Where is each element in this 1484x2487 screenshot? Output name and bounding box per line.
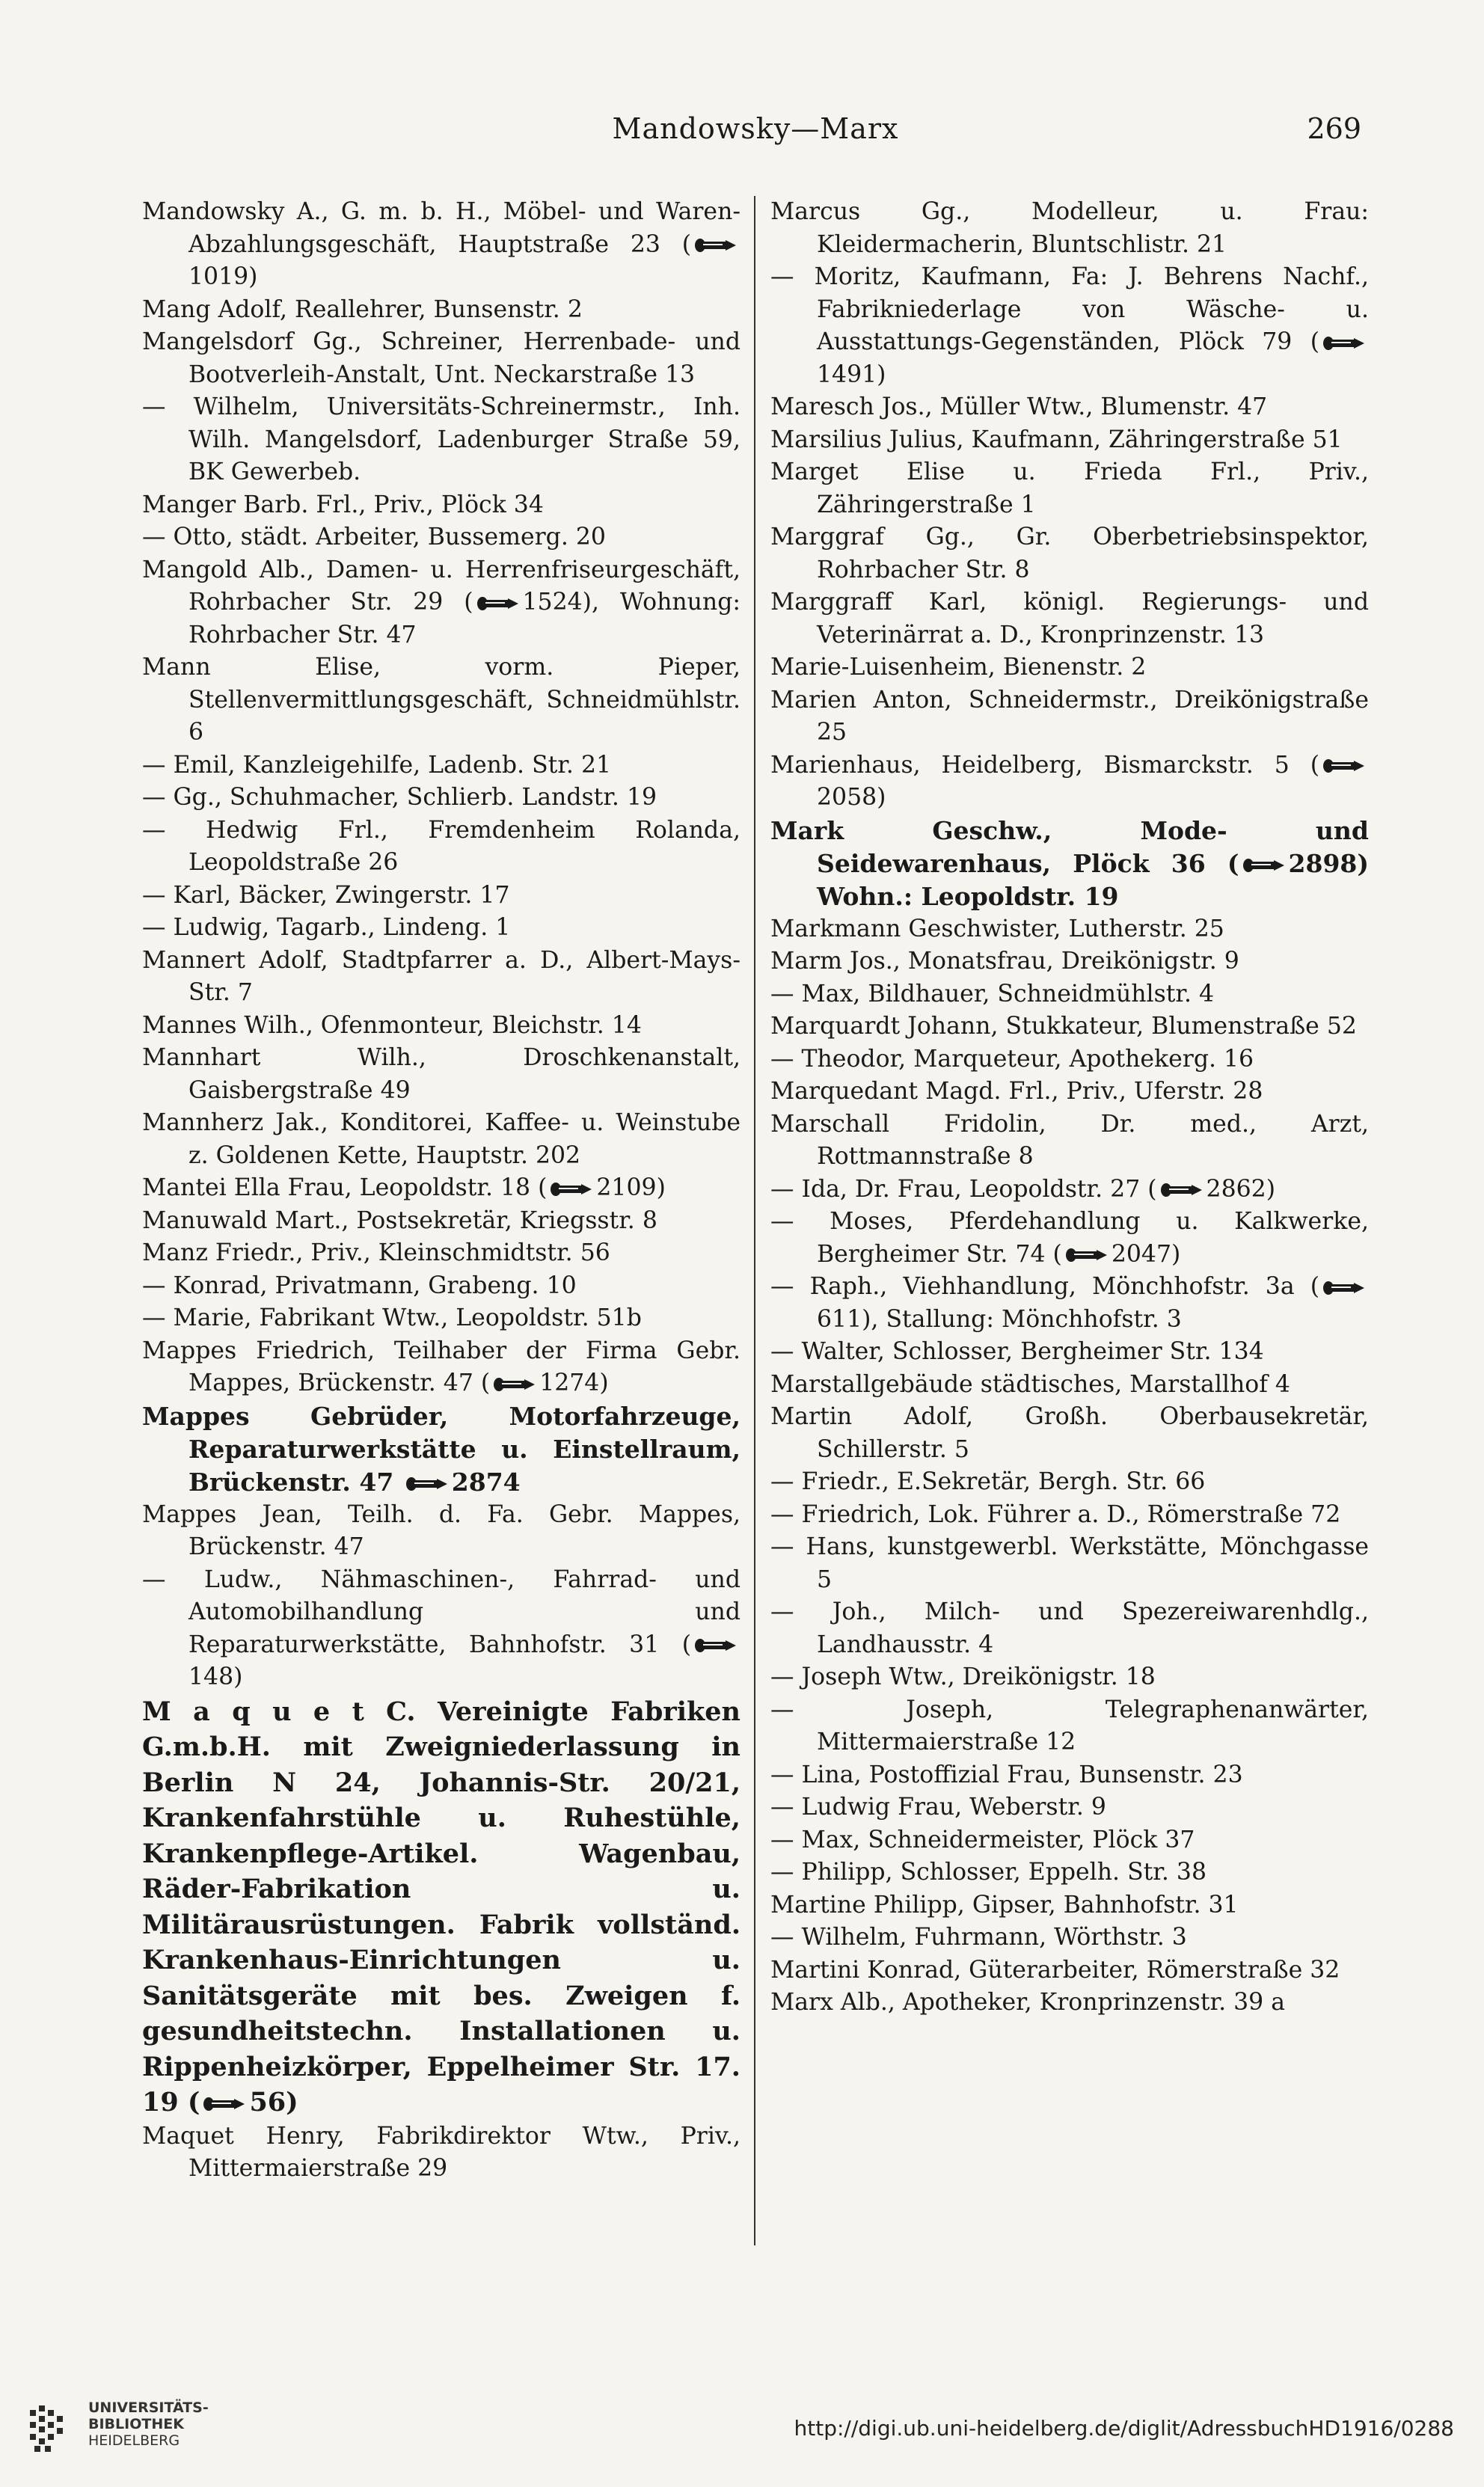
entry-text: — Moses, Pferdehandlung u. Kalkwerke, Bergheimer Str. 74 ( [770,1208,1369,1268]
directory-entry [770,1694,1369,1759]
telephone-icon [1322,335,1366,352]
phone-number: 1491 [817,361,877,388]
source-url[interactable]: http://digi.ub.uni-heidelberg.de/diglit/AdressbuchHD1916/0288 [794,2416,1454,2441]
directory-entry [142,1172,741,1205]
telephone-icon [1242,857,1286,874]
entry-text: Marcus Gg., Modelleur, u. Frau: Kleidermacherin, Bluntschlistr. 21 [770,198,1369,258]
entry-text: Marsilius Julius, Kaufmann, Zähringerstraße 51 [770,426,1343,453]
directory-entry [770,1108,1369,1174]
entry-text: — Joseph Wtw., Dreikönigstr. 18 [770,1663,1156,1690]
entry-text: — Joh., Milch- und Spezereiwarenhdlg., Landhausstr. 4 [770,1598,1369,1658]
entry-text: Mantei Ella Frau, Leopoldstr. 18 ( [142,1174,548,1201]
telephone-icon [1160,1182,1204,1198]
entry-text: — Wilhelm, Universitäts-Schreinermstr., Inh. Wilh. Mangelsdorf, Ladenburger Straße 59, BK Gewerbeb. [142,393,741,485]
directory-entry [770,1661,1369,1694]
telephone-icon [203,2096,246,2112]
directory-entry [770,749,1369,815]
entry-text: Marschall Fridolin, Dr. med., Arzt, Rottmannstraße 8 [770,1110,1369,1170]
entry-text: — Gg., Schuhmacher, Schlierb. Landstr. 19 [142,784,657,811]
directory-entry [142,1010,741,1043]
entry-text: — Walter, Schlosser, Bergheimer Str. 134 [770,1338,1264,1365]
entry-text-after: ) [233,1663,243,1690]
directory-entry [770,1336,1369,1369]
directory-entry [770,1954,1369,1987]
directory-entry [142,391,741,489]
phone-number: 2862 [1206,1175,1266,1203]
entry-text-after: ) [656,1174,666,1201]
directory-entry [142,1499,741,1564]
directory-entry [142,2120,741,2186]
directory-entry [142,1564,741,1694]
entry-text: Martin Adolf, Großh. Oberbausekretär, Schillerstr. 5 [770,1403,1369,1463]
entry-text: Mappes Gebrüder, Motorfahrzeuge, Reparaturwerkstätte u. Einstellraum, Brückenstr. 47 [142,1401,741,1497]
entry-text: Maresch Jos., Müller Wtw., Blumenstr. 47 [770,393,1268,420]
entry-text: Marggraf Gg., Gr. Oberbetriebsinspektor, Rohrbacher Str. 8 [770,524,1369,583]
entry-text-after: ) [1171,1240,1181,1268]
entry-text-after: ) [248,263,258,290]
directory-entry [770,1043,1369,1076]
directory-entry [142,945,741,1010]
directory-entry [770,1174,1369,1206]
telephone-icon [694,1637,738,1654]
entry-text: — Max, Schneidermeister, Plöck 37 [770,1826,1195,1853]
entry-text: — Hedwig Frl., Fremdenheim Rolanda, Leopoldstraße 26 [142,816,741,876]
directory-entry [770,1922,1369,1954]
telephone-icon [550,1181,593,1197]
directory-entry [770,1076,1369,1108]
entry-text: Manger Barb. Frl., Priv., Plöck 34 [142,491,544,518]
directory-entry [770,261,1369,391]
entry-text-after: ) [877,361,886,388]
entry-text: Mappes Jean, Teilh. d. Fa. Gebr. Mappes, Brückenstr. 47 [142,1500,741,1560]
library-seal-icon [22,2395,94,2467]
directory-entry [770,1271,1369,1336]
phone-number: 2058 [817,784,877,811]
directory-columns [142,196,1369,2245]
entry-text: Marienhaus, Heidelberg, Bismarckstr. 5 ( [770,751,1319,779]
entry-text: Mannherz Jak., Konditorei, Kaffee- u. Weinstube z. Goldenen Kette, Hauptstr. 202 [142,1109,741,1169]
directory-entry [142,489,741,522]
directory-entry [142,880,741,913]
directory-entry [770,456,1369,521]
entry-text: Markmann Geschwister, Lutherstr. 25 [770,915,1224,942]
entry-text: — Ludw., Nähmaschinen-, Fahrrad- und Automobilhandlung und Reparaturwerkstätte, Bahnhofstr. 31 ( [142,1566,741,1658]
entry-text: Marggraff Karl, königl. Regierungs- und Veterinärrat a. D., Kronprinzenstr. 13 [770,589,1369,648]
telephone-icon [694,237,738,254]
column-divider [754,196,755,2245]
entry-text: Marien Anton, Schneidermstr., Dreikönigstraße 25 [770,686,1369,746]
directory-entry [770,586,1369,651]
telephone-icon [1322,1280,1366,1296]
phone-number: 2898 [1288,848,1358,878]
entry-text: — Ludwig, Tagarb., Lindeng. 1 [142,914,511,941]
entry-text: — Friedrich, Lok. Führer a. D., Römerstraße 72 [770,1500,1341,1528]
entry-text-after: ), Wohnung: Rohrbacher Str. 47 [188,589,741,648]
directory-entry [770,1011,1369,1043]
entry-text: — Raph., Viehhandlung, Mönchhofstr. 3a ( [770,1273,1319,1300]
page-number: 269 [1307,112,1361,145]
entry-text: Mark Geschw., Mode- und Seidewarenhaus, Plöck 36 ( [770,815,1369,878]
phone-number: 1524 [522,589,583,616]
entry-text: — Emil, Kanzleigehilfe, Ladenb. Str. 21 [142,751,612,779]
directory-entry [142,1694,741,2120]
entry-text: Marie-Luisenheim, Bienenstr. 2 [770,654,1147,681]
entry-text: — Ludwig Frau, Weberstr. 9 [770,1794,1106,1821]
entry-text: Mang Adolf, Reallehrer, Bunsenstr. 2 [142,295,583,323]
entry-text: Mannert Adolf, Stadtpfarrer a. D., Albert-Mays-Str. 7 [142,946,741,1006]
entry-text-after: ), Stallung: Mönchhofstr. 3 [862,1305,1182,1333]
directory-entry [142,196,741,294]
phone-number: 611 [817,1305,862,1333]
directory-entry [770,1889,1369,1922]
entry-text: — Lina, Postoffizial Frau, Bunsenstr. 23 [770,1761,1243,1788]
directory-entry [142,1237,741,1270]
directory-entry [142,1302,741,1335]
entry-text: Mannhart Wilh., Droschkenanstalt, Gaisbergstraße 49 [142,1044,741,1104]
entry-text: Mangold Alb., Damen- u. Herrenfriseurgeschäft, Rohrbacher Str. 29 ( [142,556,741,616]
entry-text: — Theodor, Marqueteur, Apothekerg. 16 [770,1045,1254,1073]
directory-entry [770,913,1369,946]
directory-entry [142,1270,741,1303]
directory-entry [770,1856,1369,1889]
directory-entry [142,782,741,815]
directory-entry [770,196,1369,261]
phone-number: 2874 [451,1467,521,1497]
directory-entry [142,554,741,652]
directory-entry [770,1987,1369,2020]
entry-text: Mappes Friedrich, Teilhaber der Firma Gebr. Mappes, Brückenstr. 47 ( [142,1337,741,1396]
entry-text: — Friedr., E.Sekretär, Bergh. Str. 66 [770,1468,1206,1495]
entry-text-after: ) Wohn.: Leopoldstr. 19 [817,848,1369,911]
entry-text: Manuwald Mart., Postsekretär, Kriegsstr. 8 [142,1206,657,1234]
telephone-icon [405,1476,449,1492]
entry-text-after: ) [877,784,886,811]
directory-entry [770,1531,1369,1596]
entry-text: Marquardt Johann, Stukkateur, Blumenstraße 52 [770,1013,1357,1040]
directory-entry [142,651,741,749]
entry-text: Martini Konrad, Güterarbeiter, Römerstraße 32 [770,1956,1340,1984]
directory-entry [142,749,741,782]
entry-text: Mannes Wilh., Ofenmonteur, Bleichstr. 14 [142,1011,642,1039]
directory-entry [142,912,741,945]
directory-entry [142,326,741,391]
entry-text: — Marie, Fabrikant Wtw., Leopoldstr. 51b [142,1304,642,1331]
library-name [88,2399,209,2449]
entry-text: — Ida, Dr. Frau, Leopoldstr. 27 ( [770,1175,1157,1203]
directory-entry [770,684,1369,749]
entry-text: Mandowsky A., G. m. b. H., Möbel- und Waren-Abzahlungsgeschäft, Hauptstraße 23 ( [142,198,741,258]
entry-text: Marget Elise u. Frieda Frl., Priv., Zähringerstraße 1 [770,459,1369,518]
directory-entry [770,1401,1369,1466]
entry-text: Mann Elise, vorm. Pieper, Stellenvermittlungsgeschäft, Schneidmühlstr. 6 [142,654,741,746]
phone-number: 2047 [1111,1240,1172,1268]
entry-text: — Philipp, Schlosser, Eppelh. Str. 38 [770,1859,1207,1886]
directory-entry [142,1400,741,1499]
directory-entry [770,1791,1369,1824]
entry-text-after: ) [599,1370,609,1396]
right-column [770,196,1369,2020]
running-head: Mandowsky—Marx [612,112,899,145]
directory-entry [770,815,1369,913]
directory-entry [770,651,1369,684]
entry-text: Manz Friedr., Priv., Kleinschmidtstr. 56 [142,1239,610,1266]
telephone-icon [1065,1247,1109,1263]
directory-entry [142,1205,741,1238]
page-header [150,112,1361,157]
directory-entry [142,1042,741,1107]
entry-text: — Konrad, Privatmann, Grabeng. 10 [142,1272,577,1299]
directory-entry [770,391,1369,424]
phone-number: 56 [249,2087,286,2118]
entry-text: Mangelsdorf Gg., Schreiner, Herrenbade- und Bootverleih-Anstalt, Unt. Neckarstraße 13 [142,328,741,388]
directory-entry [770,1759,1369,1792]
entry-text: — Wilhelm, Fuhrmann, Wörthstr. 3 [770,1924,1187,1951]
directory-entry [142,1335,741,1400]
directory-entry [770,978,1369,1011]
directory-entry [142,521,741,554]
library-name-line2: BIBLIOTHEK [88,2416,184,2432]
entry-text-after: ) [286,2087,298,2118]
entry-text-after: ) [1266,1175,1276,1203]
entry-text: — Otto, städt. Arbeiter, Bussemerg. 20 [142,524,606,551]
directory-entry [770,1369,1369,1402]
phone-number: 1019 [188,263,249,290]
directory-entry [142,1107,741,1172]
entry-text: — Karl, Bäcker, Zwingerstr. 17 [142,881,510,909]
entry-text: Marstallgebäude städtisches, Marstallhof 4 [770,1370,1290,1398]
directory-entry [770,1206,1369,1271]
entry-text: Marm Jos., Monatsfrau, Dreikönigstr. 9 [770,948,1239,975]
telephone-icon [1322,758,1366,774]
entry-text: Maquet Henry, Fabrikdirektor Wtw., Priv., Mittermaierstraße 29 [142,2122,741,2182]
left-column [142,196,741,2186]
telephone-icon [493,1376,536,1393]
directory-entry [770,424,1369,457]
entry-text: — Hans, kunstgewerbl. Werkstätte, Mönchgasse 5 [770,1533,1369,1593]
entry-text: Martine Philipp, Gipser, Bahnhofstr. 31 [770,1891,1239,1919]
entry-text: — Moritz, Kaufmann, Fa: J. Behrens Nachf., Fabrikniederlage von Wäsche- u. Ausstattungs-Gegenständen, Plöck 79 ( [770,263,1369,355]
library-name-line3: HEIDELBERG [88,2432,180,2449]
directory-entry [770,1596,1369,1661]
directory-entry [770,1466,1369,1499]
directory-entry [142,294,741,327]
library-name-line1: UNIVERSITÄTS- [88,2399,209,2416]
phone-number: 1274 [539,1370,600,1396]
entry-text: Marx Alb., Apotheker, Kronprinzenstr. 39 a [770,1989,1285,2016]
entry-text: — Joseph, Telegraphenanwärter, Mittermaierstraße 12 [770,1696,1369,1755]
entry-text: — Max, Bildhauer, Schneidmühlstr. 4 [770,980,1215,1008]
directory-entry [770,1824,1369,1857]
directory-entry [770,945,1369,978]
phone-number: 148 [188,1663,234,1690]
directory-entry [770,1499,1369,1532]
directory-entry [770,521,1369,586]
entry-text: M a q u e t C. Vereinigte Fabriken G.m.b.H. mit Zweigniederlassung in Berlin N 24, Johannis-Str. 20/21, Krankenfahrstühle u. Ruhestühle, Krankenpflege-Artikel. Wagenbau, Räder-Fabrikation u. Militärausrüstungen. Fabrik vollständ. Krankenhaus-Einrichtungen u. Sanitätsgeräte mit bes. Zweigen f. gesundheitstechn. Installationen u. Rippenheizkörper, Eppelheimer Str. 17. 19 ( [142,1696,741,2118]
entry-text: Marquedant Magd. Frl., Priv., Uferstr. 28 [770,1078,1263,1105]
telephone-icon [476,595,520,612]
footer [0,2364,1484,2487]
directory-entry [142,815,741,880]
phone-number: 2109 [596,1174,657,1201]
